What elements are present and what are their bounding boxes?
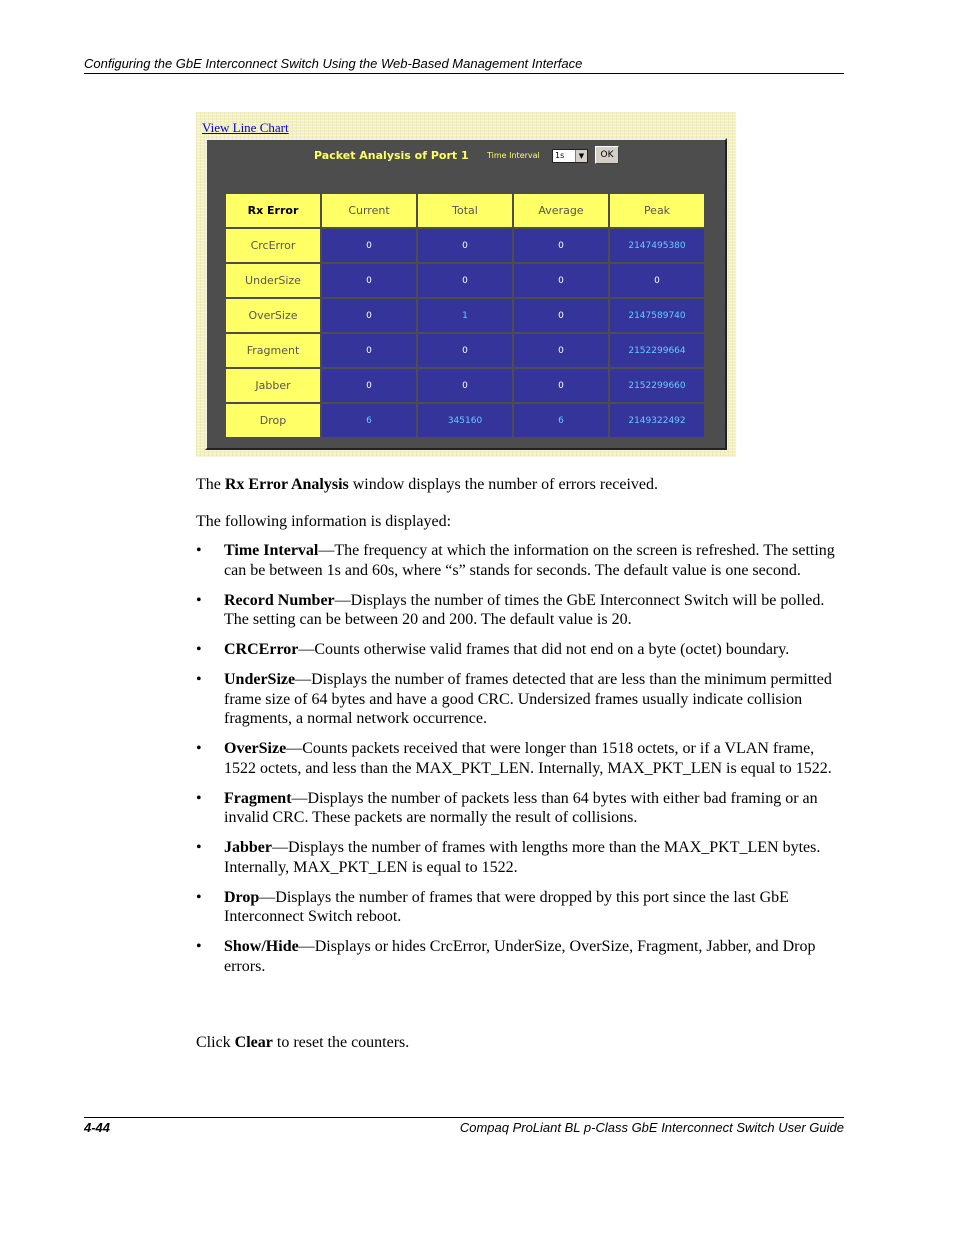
row-label: Jabber [226, 369, 320, 402]
bullet-term: Jabber [224, 839, 272, 856]
peak-value: 2147589740 [610, 299, 704, 332]
bullet-desc: —Counts otherwise valid frames that did not end on a byte (octet) boundary. [298, 641, 790, 658]
view-line-chart-link[interactable]: View Line Chart [202, 120, 289, 135]
list-item [196, 541, 844, 580]
rx-error-table [224, 192, 706, 439]
page-number: 4-44 [84, 1120, 111, 1135]
bullet-icon: • [196, 839, 202, 856]
table-row [226, 369, 704, 402]
panel-title: Packet Analysis of Port 1 [314, 149, 469, 162]
bullet-term: Fragment [224, 789, 292, 807]
list-item [196, 591, 844, 630]
peak-value: 2152299660 [610, 369, 704, 402]
bullet-term: Time Interval [224, 542, 319, 559]
current-value: 0 [322, 334, 416, 367]
total-value: 1 [418, 299, 512, 332]
col-header-peak: Peak [610, 194, 704, 227]
list-item [196, 739, 844, 778]
bullet-term: UnderSize [224, 671, 296, 688]
peak-value: 2152299664 [610, 334, 704, 367]
bullet-desc: —Displays the number of times the GbE Interconnect Switch will be polled. The setting can be between 20 and 200. The default value is 20. [224, 591, 825, 628]
current-value: 0 [322, 369, 416, 402]
average-value: 0 [514, 334, 608, 367]
bullet-desc: —Displays or hides CrcError, UnderSize, OverSize, Fragment, Jabber, and Drop errors. [224, 938, 816, 975]
col-header-average: Average [514, 194, 608, 227]
list-item [196, 838, 844, 877]
intro-pre: The [196, 476, 225, 493]
peak-value: 0 [610, 264, 704, 297]
bullet-icon: • [196, 591, 202, 609]
total-value: 0 [418, 334, 512, 367]
table-row [226, 404, 704, 437]
list-item [196, 937, 844, 976]
row-label: CrcError [226, 229, 320, 262]
average-value: 0 [514, 229, 608, 262]
average-value: 6 [514, 404, 608, 437]
click-clear-bold: Clear [234, 1034, 273, 1051]
col-header-total: Total [418, 194, 512, 227]
intro-bold: Rx Error Analysis [224, 476, 349, 493]
bullet-term: CRCError [224, 641, 299, 658]
total-value: 345160 [418, 404, 512, 437]
current-value: 0 [322, 264, 416, 297]
table-row [226, 299, 704, 332]
total-value: 0 [418, 229, 512, 262]
list-item [196, 670, 844, 729]
bullet-desc: —Displays the number of frames detected that are less than the minimum permitted frame size of 64 bytes and have a good CRC. Undersized frames usually indicate collision fragments, a normal network occurrence. [224, 671, 832, 727]
current-value: 0 [322, 229, 416, 262]
table-row [226, 229, 704, 262]
col-header-rx-error: Rx Error [226, 194, 320, 227]
col-header-current: Current [322, 194, 416, 227]
ok-button[interactable]: OK [595, 146, 619, 164]
row-label: Fragment [226, 334, 320, 367]
peak-value: 2147495380 [610, 229, 704, 262]
list-item [196, 888, 844, 927]
packet-analysis-screenshot [196, 112, 736, 457]
bullet-icon: • [196, 938, 202, 955]
total-value: 0 [418, 369, 512, 402]
average-value: 0 [514, 299, 608, 332]
list-item [196, 640, 844, 660]
bullet-term: Record Number [224, 591, 335, 609]
dropdown-arrow-icon[interactable]: ▼ [575, 150, 587, 162]
bullet-icon: • [196, 888, 202, 906]
bullet-desc: —Displays the number of frames with lengths more than the MAX_PKT_LEN bytes. Internally, MAX_PKT_LEN is equal to 1522. [224, 839, 821, 876]
peak-value: 2149322492 [610, 404, 704, 437]
average-value: 0 [514, 369, 608, 402]
bullet-desc: —Displays the number of packets less than 64 bytes with either bad framing or an invalid CRC. These packets are normally the result of collisions. [224, 789, 818, 826]
bullet-desc: —Counts packets received that were longer than 1518 octets, or if a VLAN frame, 1522 octets, and less than the MAX_PKT_LEN. Internally, MAX_PKT_LEN is equal to 1522. [224, 740, 832, 777]
following-paragraph: The following information is displayed: [196, 513, 452, 530]
row-label: OverSize [226, 299, 320, 332]
bullet-desc: —The frequency at which the information on the screen is refreshed. The setting can be between 1s and 60s, where “s” stands for seconds. The default value is one second. [224, 542, 835, 579]
bullet-desc: —Displays the number of frames that were dropped by this port since the last GbE Interconnect Switch reboot. [224, 888, 789, 925]
list-item [196, 789, 844, 828]
average-value: 0 [514, 264, 608, 297]
table-header-row [226, 194, 704, 227]
bullet-icon: • [196, 789, 202, 807]
table-row [226, 264, 704, 297]
row-label: Drop [226, 404, 320, 437]
bullet-term: Show/Hide [224, 938, 299, 955]
total-value: 0 [418, 264, 512, 297]
header-rule [84, 73, 844, 74]
intro-post: window displays the number of errors received. [348, 476, 658, 493]
bullet-icon: • [196, 740, 202, 757]
footer-rule [84, 1117, 844, 1118]
intro-paragraph [196, 475, 844, 495]
footer-guide-title: Compaq ProLiant BL p-Class GbE Interconnect Switch User Guide [459, 1120, 844, 1135]
running-header: Configuring the GbE Interconnect Switch Using the Web-Based Management Interface [84, 56, 583, 71]
bullet-term: Drop [224, 888, 260, 906]
click-clear-paragraph [196, 1033, 844, 1053]
row-label: UnderSize [226, 264, 320, 297]
bullet-icon: • [196, 542, 202, 559]
current-value: 6 [322, 404, 416, 437]
field-description-list [196, 541, 844, 987]
click-clear-pre: Click [196, 1034, 235, 1051]
time-interval-label: Time Interval [487, 151, 540, 160]
bullet-icon: • [196, 671, 202, 688]
click-clear-post: to reset the counters. [272, 1034, 410, 1051]
current-value: 0 [322, 299, 416, 332]
analysis-panel [205, 138, 727, 450]
table-row [226, 334, 704, 367]
bullet-icon: • [196, 641, 202, 658]
bullet-term: OverSize [224, 740, 287, 757]
time-interval-select[interactable] [552, 149, 588, 163]
time-interval-value: 1s [555, 151, 565, 160]
